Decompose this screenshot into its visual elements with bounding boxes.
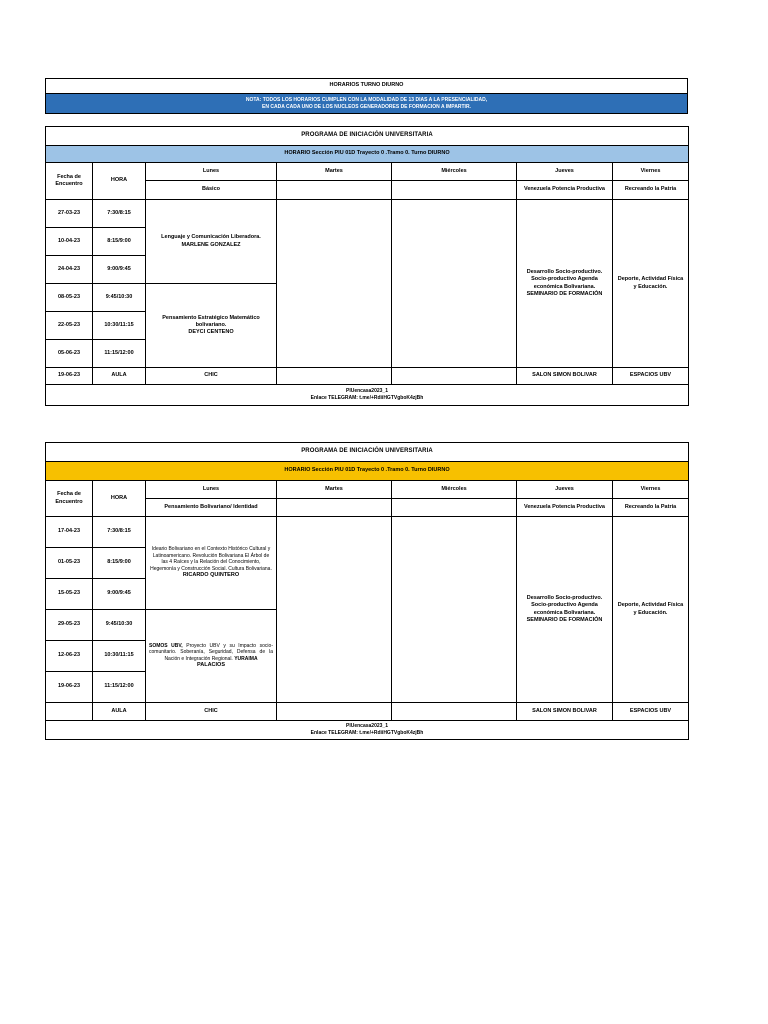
aula-miercoles	[392, 368, 517, 385]
aula-jueves: SALON SIMON BOLIVAR	[517, 703, 613, 721]
block-line: Deporte, Actividad Física	[617, 276, 684, 283]
day-miercoles: Miércoles	[392, 163, 517, 181]
block-line: SEMINARIO DE FORMACIÓN	[526, 616, 603, 623]
jueves-block	[517, 517, 613, 703]
martes-empty-block	[277, 200, 392, 368]
schedule-table-2	[45, 442, 688, 740]
subject-lunes: Pensamiento Bolivariano/ Identidad	[146, 499, 277, 517]
day-viernes: Viernes	[613, 481, 689, 499]
footer-telegram-link: Enlace TELEGRAM: t.me/+RdiiHGTVgboK4zjBh	[310, 395, 424, 401]
lunes-block-somos-ubv	[146, 610, 277, 703]
aula-viernes: ESPACIOS UBV	[613, 368, 689, 385]
subject-lunes: Básico	[146, 181, 277, 200]
aula-viernes: ESPACIOS UBV	[613, 703, 689, 721]
hour-cell: 7:30/8:15	[93, 517, 146, 548]
aula-date	[46, 703, 93, 721]
hour-cell: 9:00/9:45	[93, 256, 146, 284]
block-line: Lenguaje y Comunicación Liberadora.	[161, 234, 261, 241]
hour-cell: 10:30/11:15	[93, 641, 146, 672]
hour-cell: 9:45/10:30	[93, 610, 146, 641]
miercoles-empty-block	[392, 200, 517, 368]
schedule-2-footer	[46, 721, 689, 740]
header-nota	[46, 94, 688, 114]
viernes-block	[613, 200, 689, 368]
date-cell: 27-03-23	[46, 200, 93, 228]
subject-viernes: Recreando la Patria	[613, 181, 689, 200]
footer-hashtag: PIUencasa2023_1	[346, 388, 388, 395]
hour-cell: 9:00/9:45	[93, 579, 146, 610]
header-note-box	[45, 78, 688, 114]
martes-empty-block	[277, 517, 392, 703]
schedule-1-title: PROGRAMA DE INICIACIÓN UNIVERSITARIA	[46, 127, 689, 146]
block-text: Ideario Bolivariano en el Contexto Histórico Cultural y Latinoamericano. Revolución Bolivariana El Árbol de las 4 Raíces y la Relación del Conocimiento, Hegemonía y Construcción Social. Cultura Bolivariana.	[150, 546, 272, 572]
jueves-block	[517, 200, 613, 368]
date-cell: 05-06-23	[46, 340, 93, 368]
hour-cell: 11:15/12:00	[93, 672, 146, 703]
hour-cell: 11:15/12:00	[93, 340, 146, 368]
miercoles-empty-block	[392, 517, 517, 703]
hour-cell: 8:15/9:00	[93, 228, 146, 256]
day-jueves: Jueves	[517, 163, 613, 181]
block-body: Proyecto UBV y su Impacto socio-comunitario. Soberanía, Seguridad, Defensa de la Nación e Integración Regional.	[149, 642, 273, 662]
lunes-block-ideario	[146, 517, 277, 610]
block-line: económica Bolivariana.	[533, 283, 596, 290]
col-fecha-header: Fecha de Encuentro	[46, 163, 93, 200]
date-cell: 22-05-23	[46, 312, 93, 340]
date-cell: 01-05-23	[46, 548, 93, 579]
block-title: SOMOS UBV,	[149, 642, 183, 649]
subject-miercoles	[392, 499, 517, 517]
subject-jueves: Venezuela Potencia Productiva	[517, 181, 613, 200]
date-cell: 19-06-23	[46, 672, 93, 703]
block-teacher-first: YURAIMA	[234, 655, 258, 662]
block-line: SEMINARIO DE FORMACIÓN	[526, 290, 603, 297]
day-lunes: Lunes	[146, 163, 277, 181]
date-cell: 12-06-23	[46, 641, 93, 672]
nota-line-2: EN CADA CADA UNO DE LOS NUCLEOS GENERADORES DE FORMACION A IMPARTIR.	[262, 103, 471, 110]
block-line: Socio-productivo Agenda	[531, 602, 598, 609]
subject-viernes: Recreando la Patria	[613, 499, 689, 517]
aula-miercoles	[392, 703, 517, 721]
block-teacher-last: PALACIOS	[196, 662, 225, 669]
date-cell: 24-04-23	[46, 256, 93, 284]
aula-label: AULA	[93, 368, 146, 385]
header-title: HORARIOS TURNO DIURNO	[46, 79, 688, 94]
block-line: Desarrollo Socio-productivo.	[526, 595, 603, 602]
day-lunes: Lunes	[146, 481, 277, 499]
block-line: Deporte, Actividad Física	[617, 602, 684, 609]
day-martes: Martes	[277, 481, 392, 499]
block-line: y Educación.	[633, 609, 668, 616]
block-line: Pensamiento Estratégico Matemático	[162, 314, 260, 321]
schedule-table-1	[45, 126, 688, 406]
subject-miercoles	[392, 181, 517, 200]
hour-cell: 7:30/8:15	[93, 200, 146, 228]
block-text	[149, 643, 273, 663]
aula-date: 19-06-23	[46, 368, 93, 385]
viernes-block	[613, 517, 689, 703]
aula-label: AULA	[93, 703, 146, 721]
subject-martes	[277, 499, 392, 517]
hour-cell: 10:30/11:15	[93, 312, 146, 340]
block-line: económica Bolivariana.	[533, 609, 596, 616]
lunes-block-lenguaje	[146, 200, 277, 284]
lunes-block-matematico	[146, 284, 277, 368]
block-teacher: RICARDO QUINTERO	[182, 572, 240, 579]
block-line: y Educación.	[633, 283, 668, 290]
aula-martes	[277, 703, 392, 721]
day-jueves: Jueves	[517, 481, 613, 499]
date-cell: 08-05-23	[46, 284, 93, 312]
aula-lunes: CHIC	[146, 703, 277, 721]
block-teacher: DEYCI CENTENO	[188, 329, 234, 336]
aula-jueves: SALON SIMON BOLIVAR	[517, 368, 613, 385]
block-line: Socio-productivo Agenda	[531, 276, 598, 283]
date-cell: 17-04-23	[46, 517, 93, 548]
schedule-1-subtitle: HORARIO Sección PIU 01D Trayecto 0 .Tramo 0. Turno DIURNO	[46, 146, 689, 163]
col-hora-header: HORA	[93, 481, 146, 517]
aula-lunes: CHIC	[146, 368, 277, 385]
date-cell: 29-05-23	[46, 610, 93, 641]
date-cell: 10-04-23	[46, 228, 93, 256]
date-cell: 15-05-23	[46, 579, 93, 610]
day-martes: Martes	[277, 163, 392, 181]
block-teacher: MARLENE GONZALEZ	[181, 241, 241, 248]
aula-martes	[277, 368, 392, 385]
schedule-2-subtitle: HORARIO Sección PIU 01D Trayecto 0 .Tramo 0. Turno DIURNO	[46, 462, 689, 481]
day-viernes: Viernes	[613, 163, 689, 181]
nota-line-1: NOTA: TODOS LOS HORARIOS CUMPLEN CON LA MODALIDAD DE 13 DIAS A LA PRESENCIALIDAD,	[245, 96, 488, 103]
hour-cell: 9:45/10:30	[93, 284, 146, 312]
block-line: bolivariano.	[195, 321, 227, 328]
subject-martes	[277, 181, 392, 200]
schedule-1-footer	[46, 385, 689, 406]
block-line: Desarrollo Socio-productivo.	[526, 269, 603, 276]
footer-telegram-link: Enlace TELEGRAM: t.me/+RdiiHGTVgboK4zjBh	[310, 730, 424, 736]
footer-hashtag: PIUencasa2023_1	[346, 723, 388, 730]
col-hora-header: HORA	[93, 163, 146, 200]
hour-cell: 8:15/9:00	[93, 548, 146, 579]
schedule-2-title: PROGRAMA DE INICIACIÓN UNIVERSITARIA	[46, 443, 689, 462]
subject-jueves: Venezuela Potencia Productiva	[517, 499, 613, 517]
col-fecha-header: Fecha de Encuentro	[46, 481, 93, 517]
day-miercoles: Miércoles	[392, 481, 517, 499]
